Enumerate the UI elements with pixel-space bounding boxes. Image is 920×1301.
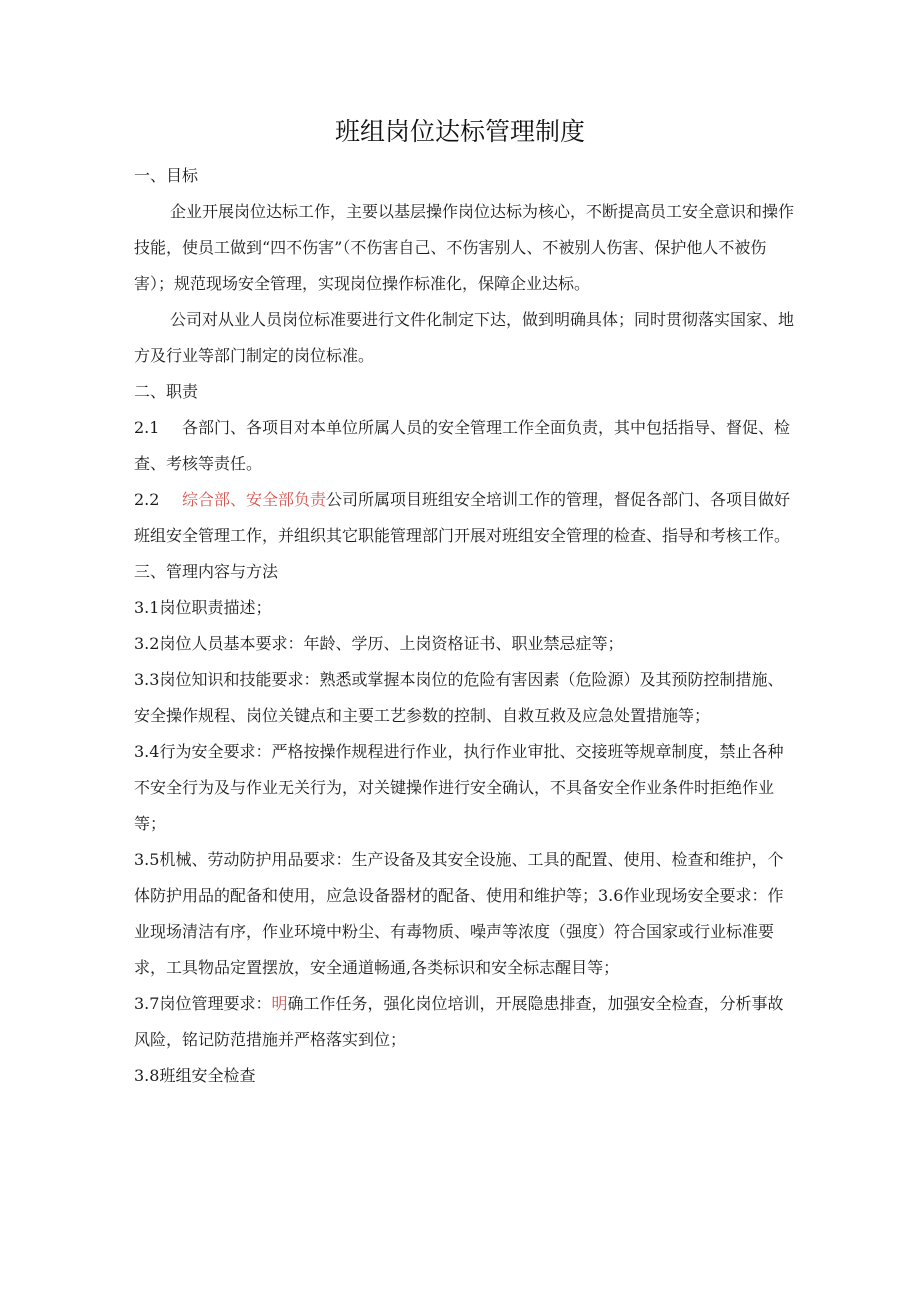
document-body bbox=[134, 158, 796, 1094]
paragraph-goal-2: 公司对从业人员岗位标准要进行文件化制定下达，做到明确具体；同时贯彻落实国家、地方及行业等部门制定的岗位标准。 bbox=[134, 310, 795, 365]
clause-3-3: 3.3岗位知识和技能要求：熟悉或掌握本岗位的危险有害因素（危险源）及其预防控制措施、安全操作规程、岗位关键点和主要工艺参数的控制、自救互救及应急处置措施等； bbox=[134, 670, 784, 725]
paragraph-goal-1: 企业开展岗位达标工作，主要以基层操作岗位达标为核心，不断提高员工安全意识和操作技能，使员工做到“四不伤害”（不伤害自己、不伤害别人、不被别人伤害、保护他人不被伤害）；规范现场安全管理，实现岗位操作标准化，保障企业达标。 bbox=[134, 202, 795, 293]
clause-3-7-red-char: 明 bbox=[271, 994, 288, 1013]
clause-3-7-lead: 3.7岗位管理要求： bbox=[134, 994, 272, 1013]
clause-3-1: 3.1岗位职责描述； bbox=[134, 598, 272, 617]
clause-number-2-1: 2.1 bbox=[134, 418, 160, 437]
clause-3-7 bbox=[134, 986, 796, 1058]
clause-3-7-text: 确工作任务，强化岗位培训，开展隐患排查，加强安全检查，分析事故风险，铭记防范措施并严格落实到位； bbox=[134, 994, 784, 1049]
section-heading-duties: 二、职责 bbox=[134, 382, 199, 401]
clause-3-4: 3.4行为安全要求：严格按操作规程进行作业，执行作业审批、交接班等规章制度，禁止各种不安全行为及与作业无关行为，对关键操作进行安全确认，不具备安全作业条件时拒绝作业等； bbox=[134, 742, 784, 833]
section-heading-methods: 三、管理内容与方法 bbox=[134, 562, 279, 581]
clause-3-2: 3.2岗位人员基本要求：年龄、学历、上岗资格证书、职业禁忌症等； bbox=[134, 634, 624, 653]
clause-3-5-3-6: 3.5机械、劳动防护用品要求：生产设备及其安全设施、工具的配置、使用、检查和维护，个体防护用品的配备和使用，应急设备器材的配备、使用和维护等；3.6作业现场安全要求：作业现场清洁有序，作业环境中粉尘、有毒物质、噪声等浓度（强度）符合国家或行业标准要求，工具物品定置摆放，安全通道畅通,各类标识和安全标志醒目等； bbox=[134, 850, 784, 977]
highlighted-department-text: 综合部、安全部负责 bbox=[182, 490, 327, 509]
clause-number-2-2: 2.2 bbox=[134, 490, 160, 509]
paragraph-duty-2-2 bbox=[134, 482, 796, 554]
clause-text-2-2: 公司所属项目班组安全培训工作的管理，督促各部门、各项目做好班组安全管理工作，并组织其它职能管理部门开展对班组安全管理的检查、指导和考核工作。 bbox=[134, 490, 791, 545]
clause-text-2-1: 各部门、各项目对本单位所属人员的安全管理工作全面负责，其中包括指导、督促、检查、考核等责任。 bbox=[134, 418, 791, 473]
clause-3-8: 3.8班组安全检查 bbox=[134, 1066, 256, 1085]
paragraph-duty-2-1 bbox=[134, 410, 796, 482]
document-title: 班组岗位达标管理制度 bbox=[334, 117, 585, 146]
section-heading-goal: 一、目标 bbox=[134, 166, 199, 185]
